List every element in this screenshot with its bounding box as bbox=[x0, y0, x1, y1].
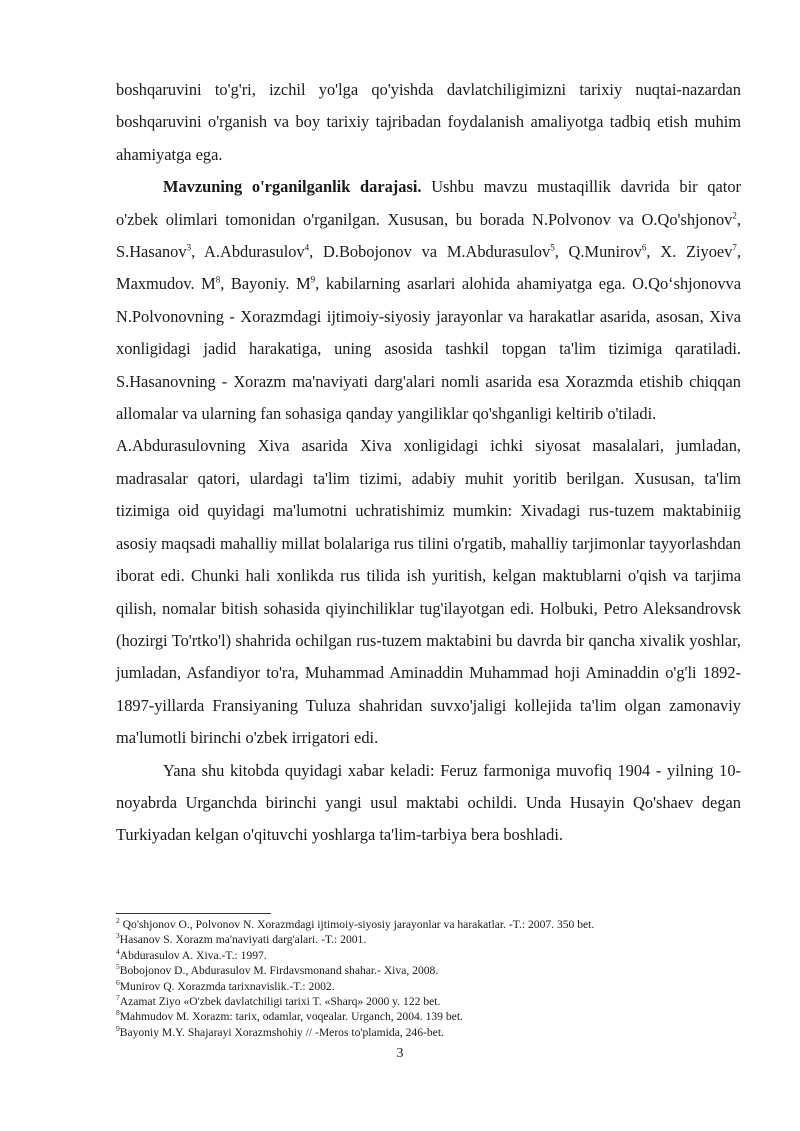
document-body bbox=[116, 74, 741, 852]
footnote-item: $^2$ Qo'shjonov O., Polvonov N. Xorazmdagi ijtimoiy-siyosiy jarayonlar va harakatlar. -T.: 2007. 350 bet. bbox=[116, 916, 595, 931]
footnote-ref[interactable]: 4 bbox=[304, 242, 310, 253]
page-number: 3 bbox=[396, 1046, 404, 1061]
footnote-item: $^9$Bayoniy M.Y. Shajarayi Xorazmshohiy // -Meros to'plamida, 246-bet. bbox=[116, 1023, 444, 1039]
paragraph-literature-review: Mavzuning o'rganilganlik darajasi. Ushbu mavzu mustaqillik davrida bir qator o'zbek olimlari tomonidan o'rganilgan. Xususan, bu borada N.Polvonov va O.Qo'shjonov$^2$, S.Hasanov$^3$, A.Abdurasulov$^4$, D.Bobojonov va M.Abdurasulov$^5$, Q.Munirov$^6$, X. Ziyoev$^7$, Maxmudov. $M^8$, Bayoniy. $M^9$, kabilarning asarlari alohida ahamiyatga ega. O.Qo‘shjonovva N.Polvonovning - Xorazmdagi ijtimoiy-siyosiy jarayonlar va harakatlar asarida, asosan, Xiva xonligidagi jadid harakatiga, uning asosida tashkil topgan ta'lim tizimiga qaratiladi. S.Hasanovning - Xorazm ma'naviyati darg'alari nomli asarida esa Xorazmda etishib chiqqan allomalar va ularning fan sohasiga qanday yangiliklar qo'shganligi keltirib o'tiladi. bbox=[116, 177, 741, 424]
footnotes bbox=[116, 917, 741, 1040]
paragraph-intro: boshqaruvini to'g'ri, izchil yo'lga qo'yishda davlatchiligimizni tarixiy nuqtai-nazardan boshqaruvini o'rganish va boy tarixiy tajribadan foydalanish amaliyotga tadbiq etish muhim ahamiyatga ega. bbox=[116, 80, 741, 164]
footnote-ref[interactable]: 8 bbox=[215, 274, 221, 285]
footnote-item: $^5$Bobojonov D., Abdurasulov M. Firdavsmonand shahar.- Xiva, 2008. bbox=[116, 962, 439, 978]
section-heading: Mavzuning o'rganilganlik darajasi. bbox=[163, 177, 422, 197]
footnote-item: $^8$Mahmudov M. Xorazm: tarix, odamlar, voqealar. Urganch, 2004. 139 bet. bbox=[116, 1008, 463, 1024]
footnote-item: $^3$Hasanov S. Xorazm ma'naviyati darg'alari. -T.: 2001. bbox=[116, 931, 367, 947]
footnote-ref[interactable]: 9 bbox=[310, 274, 316, 285]
footnote-ref[interactable]: 7 bbox=[732, 242, 737, 253]
paragraph-abdurasulov: A.Abdurasulovning Xiva asarida Xiva xonligidagi ichki siyosat masalalari, jumladan, madrasalar qatori, ulardagi ta'lim tizimi, adabiy muhit yoritib berilgan. Xususan, ta'lim tizimiga oid quyidagi ma'lumotni uchratishimiz mumkin: Xivadagi rus-tuzem maktabiniig asosiy maqsadi mahalliy millat bolalariga rus tilini o'rgatib, mahalliy tarjimonlar tayyorlashdan iborat edi. Chunki hali xonlikda rus tilida ish yuritish, kelgan maktublarni o'qish va tarjima qilish, nomalar bitish sohasida qiyinchiliklar tug'ilayotgan edi. Holbuki, Petro Aleksandrovsk (hozirgi To'rtko'l) shahrida ochilgan rus-tuzem maktabini bu davrda bir qancha xivalik yoshlar, jumladan, Asfandiyor to'ra, Muhammad Aminaddin Muhammad hoji Aminaddin o'g'li 1892-1897-yillarda Fransiyaning Tuluza shahridan suvxo'jaligi kollejida ta'lim olgan zamonaviy ma'lumotli birinchi o'zbek irrigatori edi. bbox=[116, 436, 741, 748]
paragraph-urganch-school: Yana shu kitobda quyidagi xabar keladi: Feruz farmoniga muvofiq 1904 - yilning 10-noyabrda Urganchda birinchi yangi usul maktabi ochildi. Unda Husayin Qo'shaev degan Turkiyadan kelgan o'qituvchi yoshlarga ta'lim-tarbiya bera boshladi. bbox=[116, 760, 741, 845]
footnote-ref[interactable]: 3 bbox=[186, 242, 192, 253]
footnote-ref[interactable]: 2 bbox=[732, 210, 737, 221]
footnote-item: $^7$Azamat Ziyo «O'zbek davlatchiligi tarixi T. «Sharq» 2000 y. 122 bet. bbox=[116, 993, 441, 1009]
footnote-ref[interactable]: 6 bbox=[641, 242, 647, 253]
footnote-ref[interactable]: 5 bbox=[550, 242, 555, 253]
footnote-item: $^6$Munirov Q. Xorazmda tarixnavislik.-T.: 2002. bbox=[116, 977, 335, 993]
footnote-divider bbox=[116, 913, 271, 914]
footnote-item: $^4$Abdurasulov A. Xiva.-T.: 1997. bbox=[116, 946, 267, 962]
